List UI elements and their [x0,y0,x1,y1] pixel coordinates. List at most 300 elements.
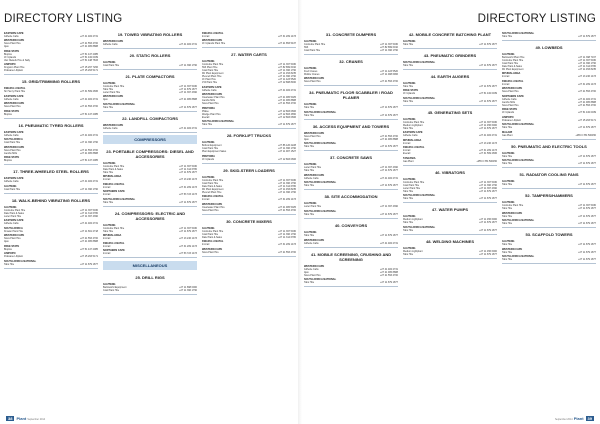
listing-row [103,98,197,101]
phone-number: +27 41 484 2731 [577,97,596,101]
company-name: Tabs Hire [403,99,414,103]
phone-number: +27 11 397 4390 [380,166,398,170]
company-name: JTA Plant Hire [202,81,218,85]
category-heading: 49. LOWBEDS [535,44,563,50]
category-section [403,206,497,235]
company-name: Tabs Hire [502,34,513,38]
listing-row [103,289,197,292]
company-name: Coolcube Plant Hire [502,58,524,62]
company-name: Isithebe Cabs [4,34,19,38]
company-name: Nova Plant Hire [502,90,519,94]
region-label: GAUTENG [403,215,416,219]
region-label: GAUTENG [202,141,215,145]
phone-number: +27 11 314 6780 [80,211,98,215]
phone-number: +27 41 484 2731 [79,133,98,137]
company-name: Coolcube Plant Hire [103,84,125,88]
region-label: NORTHERN CAPE [103,249,125,253]
company-name: Bioplus [4,112,12,116]
region-label: KWAZULU-NATAL [502,79,524,83]
phone-number: +27 51 432 0039 [577,111,596,115]
category-section [403,30,497,48]
phone-number: +27 21 905 8888 [379,270,398,274]
listing-row [202,89,296,92]
category-section [304,89,398,120]
company-name: Ajax [103,98,108,102]
company-name: IW3 [304,45,309,49]
phone-number: +27 11 396 1790 [278,181,296,185]
listing-row [4,222,98,225]
company-name: Isithebe Cabs [4,133,19,137]
phone-number: +27 11 879 1877 [479,42,497,46]
listing-row [304,138,398,141]
company-name: Isithebe Cabs [304,176,319,180]
phone-number: +27 11 879 1877 [479,126,497,130]
company-name: Plexcell Plant Hire [202,190,222,194]
company-name: Tabs Hire [202,123,213,127]
section-divider [502,188,596,189]
category-heading: 40. CONVEYORS [334,223,368,229]
company-name: Tabs Hire [103,200,114,204]
region-label: WESTERN CAPE [304,264,325,268]
phone-number: +27 11 879 1877 [380,281,398,285]
listing-row [502,134,596,137]
footer-left [4,416,45,421]
phone-number: +27 11 396 1790 [179,288,197,292]
company-name: Tabs Hire [304,169,315,173]
listing-row [4,141,98,144]
category-heading: 29. SKID-STEER LOADERS [223,167,275,173]
section-divider [304,119,398,120]
company-name: Ajax [4,45,9,48]
company-name: Tabs Hire [103,105,114,109]
company-name: Sir Henry Plant Hire [4,90,26,94]
region-label: SOUTH AFRICA NATIONAL [304,278,337,282]
company-name: Isithebe Cabs [4,97,19,101]
company-name: Bioplus [4,247,12,251]
phone-number: +27 11 879 1877 [578,34,596,38]
section-divider [4,193,98,194]
region-label: SOUTH AFRICA NATIONAL [4,259,37,263]
company-name: Ironrail [202,34,210,38]
phone-number: +27 86 126 2228 [277,144,296,148]
listing-row [304,73,398,76]
region-label: FREE STATE [4,109,20,113]
company-name: Nova Plant Hire [502,103,519,107]
region-label: GAUTENG [202,60,215,64]
region-label: GAUTENG [403,247,416,251]
section-divider [202,47,296,48]
region-label: WESTERN CAPE [202,202,223,206]
phone-number: +27 11 879 1877 [380,169,398,173]
phone-number: +27 11 397 4390 [479,186,497,190]
listing-row [202,102,296,105]
phone-number: +27 11 396 1790 [278,190,296,194]
phone-number: +27 11 397 5030 [278,178,296,182]
company-name: Dale Plant & Sales [502,64,522,68]
phone-number: +27 11 879 1877 [380,113,398,117]
phone-number: +27 11 397 4390 [179,90,197,94]
company-name: Coolcube Plant Hire [304,42,326,46]
phone-number: +265 0 784 500450 [575,133,596,137]
region-label: GAUTENG [103,161,116,165]
region-label: LIMPOPO [4,63,16,66]
region-label: WESTERN CAPE [502,87,523,91]
company-name: Bobcat Equipment [202,144,222,148]
section-divider [103,111,197,112]
listing-row [502,119,596,122]
company-name: MJ Plant Equipment [502,67,524,71]
category-section [403,238,497,259]
category-heading: 47. WATER PUMPS [431,207,469,213]
phone-number: +27 11 879 1877 [578,126,596,130]
category-heading: 41. MOBILE SCREENING, CRUSHING AND SCREENING [310,251,392,262]
company-name: Tabs Hire [403,126,414,130]
company-name: Coolcube Plant Hire [502,204,524,208]
phone-number: +27 51 447 2085 [79,52,98,56]
company-name: Isithebe Cabs [103,42,118,46]
section-divider [103,48,197,49]
listing-row [304,49,398,52]
listing-row [304,169,398,172]
phone-number: +27 11 397 5030 [80,208,98,212]
category-section [304,193,398,219]
section-divider [304,150,398,151]
category-heading: 18. WALK-BEHIND VIBRATING ROLLERS [11,197,91,203]
listing-row [202,243,296,246]
company-name: Dale Plant & Sales [103,167,123,171]
region-label: TANZANIA [403,156,416,160]
company-name: Nova Plant Hire [202,208,219,212]
category-section [403,51,497,69]
company-name: Tabs Hire [403,189,414,193]
phone-number: +27 41 484 2731 [178,126,197,130]
phone-number: +27 11 314 6780 [578,64,596,68]
phone-number: +27 13 246 1473 [577,75,596,79]
phone-number: +27 11 879 1877 [479,189,497,193]
listing-row [4,69,98,72]
phone-number: +27 11 398 7167 [578,55,596,59]
category-section [4,196,98,268]
section-divider [202,256,296,257]
company-name: Jacobs Mills [4,151,18,155]
region-label: WESTERN CAPE [103,123,124,127]
company-name: Coolcube Plant Hire [202,229,224,233]
company-name: Coal Plant Hire [304,48,321,52]
listing-row [4,152,98,155]
directory-column [103,30,197,408]
region-label: EASTERN CAPE [202,85,222,89]
phone-number: +27 11 396 1790 [479,183,497,187]
company-name: IW3 Plant Hire [202,66,218,70]
phone-number: +27 41 484 2731 [79,34,98,38]
company-name: Medium Lightplant [403,123,423,127]
category-heading: 52. TAMPERS/HAMMERS [525,193,573,199]
category-heading: 17. THREE-WHEELED STEEL ROLLERS [13,169,89,175]
listing-row [304,234,398,237]
listing-row [403,100,497,103]
company-name: Tabs Hire [502,126,513,130]
region-label: GAUTENG [502,180,515,184]
section-divider [4,118,98,119]
listing-row [4,159,98,162]
region-label: SOUTH AFRICA NATIONAL [103,197,136,201]
listing-row [4,248,98,251]
region-label: GAUTENG [403,177,416,181]
region-label: PRETORIA [202,106,215,110]
phone-number: +27 11 397 5030 [179,226,197,230]
phone-number: +27 11 423 5520 [380,69,398,73]
category-section [4,78,98,119]
listing-row [502,83,596,86]
magazine-name-left: Plant [16,416,27,421]
company-name: Coal Plant Hire [103,288,120,292]
category-heading: 46. VIBRATORS [435,169,465,175]
listing-row [304,145,398,148]
listing-row [403,221,497,224]
category-section [4,121,98,165]
region-label: GAUTENG [202,175,215,179]
phone-number: +27 11 879 1877 [479,84,497,88]
region-label: GAUTENG [403,39,416,43]
category-heading: 31. CONCRETE DUMPERS [325,31,377,37]
section-divider [304,85,398,86]
region-label: FREE STATE [4,244,20,248]
listing-row [4,215,98,218]
section-divider [4,74,98,75]
listing-row [304,274,398,277]
phone-number: +27 11 879 1877 [179,229,197,233]
company-name: Coolcube Plant Hire [202,178,224,182]
phone-number: +27 11 453 8235 [578,67,596,71]
company-name: Nova Plant Hire [4,237,21,241]
section-divider [502,263,596,264]
phone-number: +27 11 456 6000 [479,218,497,222]
phone-number: +27 31 209 1473 [577,82,596,86]
phone-number: +27 41 484 2731 [178,42,197,46]
category-section [502,43,596,139]
region-label: FREE STATE [4,156,20,160]
phone-number: +27 11 396 1790 [278,232,296,236]
company-name: Isithebe Cabs [4,180,19,184]
footer-right [555,416,596,421]
phone-number: +27 11 397 5030 [578,58,596,62]
region-label: WESTERN CAPE [304,77,325,81]
region-label: PRETORIA [202,154,215,158]
company-name: Ironrail [502,82,510,86]
phone-number: +27 13 246 1473 [178,178,197,182]
issue-date-left: September 2014 [27,418,46,421]
phone-number: +27 11 879 1877 [179,105,197,109]
category-section [202,32,296,48]
category-section [304,250,398,287]
company-name: Tabs Hire [403,228,414,232]
phone-number: +27 31 209 1473 [277,34,296,38]
listing-row [502,155,596,158]
phone-number: +27 11 879 1877 [80,262,98,266]
listing-row [502,258,596,261]
company-name: Tabs Hire [304,145,315,149]
directory-column [4,30,98,408]
region-label: KWAZULU-NATAL [202,31,224,35]
phone-number: +27 11 879 1877 [578,258,596,262]
category-heading: 15. GRID/TRIMMING ROLLERS [21,79,81,85]
region-label: SOUTH AFRICA NATIONAL [403,225,436,229]
region-label: GAUTENG [304,202,317,206]
section-divider [502,167,596,168]
company-name: Coal Plant Hire [403,183,420,187]
region-label: GAUTENG [103,81,116,85]
company-name: Barloworld Equipment [103,285,127,289]
company-name: Isithebe Cabs [103,126,118,130]
section-divider [403,258,497,259]
region-label: WESTERN CAPE [202,93,223,97]
listing-row [502,90,596,93]
phone-number: +27 11 879 1877 [479,99,497,103]
phone-number: +27 11 879 1877 [578,250,596,254]
phone-number: +27 82 899 6010 [277,66,296,70]
section-divider [103,257,197,258]
page-title-right: DIRECTORY LISTING [477,13,596,25]
region-label: KWAZULU-NATAL [4,87,26,91]
listing-row [4,180,98,183]
magazine-name-right: Plant [573,416,584,421]
category-section [202,51,296,129]
page-title-left: DIRECTORY LISTING [4,13,123,25]
company-name: Tabs Hire [304,106,315,110]
listing-row [4,134,98,137]
directory-column [202,30,296,408]
region-label: SOUTH AFRICA NATIONAL [502,255,535,259]
listing-row [304,213,398,216]
phone-number: +27 21 553 4700 [379,273,398,277]
listing-row [202,150,296,153]
region-label: SOUTH AFRICA NATIONAL [502,31,535,35]
listing-row [4,255,98,258]
company-name: Coal Plant Hire [202,147,219,151]
section-divider [304,189,398,190]
company-name: Tabs Hire [103,229,114,233]
listing-row [4,113,98,116]
region-label: GAUTENG [103,282,116,286]
phone-number: +27 21 553 4700 [577,103,596,107]
region-label: GAUTENG [304,39,317,43]
phone-number: +27 21 905 8888 [277,99,296,103]
phone-number: +27 11 396 1790 [578,61,596,65]
company-name: Tabs Hire [304,281,315,285]
phone-number: +27 11 453 8235 [278,187,296,191]
category-section [202,166,296,214]
company-name: Jacobs Mills [202,99,216,103]
region-label: WESTERN CAPE [4,102,25,106]
phone-number: +27 31 209 1473 [178,244,197,248]
company-name: Coal Plant Hire [502,61,519,65]
listing-row [4,188,98,191]
company-name: Coal Plant Hire [202,181,219,185]
phone-number: +27 15 263 5171 [577,118,596,122]
category-heading: 53. SCAFFOLD TOWERS [525,232,573,238]
phone-number: +27 11 397 5030 [179,164,197,168]
region-label: SOUTH AFRICA NATIONAL [202,120,235,124]
region-label: SOUTH AFRICA NATIONAL [103,102,136,106]
phone-number: +27 11 661 2718 [80,229,98,233]
listing-row [502,183,596,186]
phone-number: +27 11 879 1877 [479,228,497,232]
category-section [403,72,497,105]
listing-row [4,263,98,266]
listing-row [103,230,197,233]
company-name: Tabs Hire [502,258,513,262]
phone-number: +27 41 484 2731 [277,88,296,92]
phone-number: +27 21 905 8888 [379,137,398,141]
company-name: Tabs Hire [502,243,513,247]
phone-number: +27 21 905 5025 [277,205,296,209]
phone-number: +27 11 879 1877 [578,183,596,187]
phone-number: +255 0 784 500450 [476,159,497,163]
category-section [103,30,197,48]
region-label: FREE STATE [4,49,20,53]
company-name: Tabs Hire [502,250,513,254]
section-divider [304,54,398,55]
group-heading: MISCELLANEOUS [103,261,197,270]
listing-row [403,197,497,200]
listing-row [103,245,197,248]
company-name: Ironrail [202,198,210,202]
phone-number: +27 21 905 8888 [79,240,98,244]
phone-number: +27 21 905 8888 [79,151,98,155]
section-divider [4,164,98,165]
section-divider [403,69,497,70]
company-name: Van Niekerk Hire & Sally [4,58,30,62]
region-label: GAUTENG [304,103,317,107]
company-name: Tabs Hire [403,197,414,201]
region-label: NORTHERN CAPE [103,190,125,194]
listing-row [4,90,98,93]
section-divider [502,40,596,41]
phone-number: +27 11 879 1877 [479,63,497,67]
company-name: Ajax [304,137,309,141]
company-name: Tabs Hire [304,113,315,117]
phone-number: +27 15 263 5171 [79,69,98,72]
category-heading: 34. PNEUMATIC FLOOR SCABBLER / ROAD PLANER [309,90,393,101]
region-label: KWAZULU-NATAL [103,241,125,245]
company-name: Tabs Hire [502,222,513,226]
company-name: Medium Lightplant [403,250,423,254]
listing-row [502,126,596,129]
phone-number: +27 21 905 5025 [277,96,296,100]
phone-number: +27 21 553 4700 [379,134,398,138]
company-name: Dale Plant & Sales [4,211,24,215]
phone-number: +27 11 397 5030 [479,120,497,124]
section-divider [403,105,497,106]
listing-row [4,45,98,48]
company-name: Isithebe Cabs [202,88,217,92]
phone-number: +27 21 553 4700 [79,105,98,109]
company-name: Nova Plant Hire [304,134,321,138]
category-heading: 22. LANDFILL COMPACTORS [122,115,178,121]
category-section [304,122,398,151]
section-divider [103,69,197,70]
phone-number: +27 21 553 4700 [79,148,98,152]
section-divider [304,286,398,287]
region-label: GAUTENG [502,151,515,155]
phone-number: +27 11 456 6000 [479,123,497,127]
company-name: JF Uplands [202,157,215,161]
category-section [502,171,596,189]
region-label: EASTERN CAPE [4,94,24,98]
company-name: MJ Plant Equipment [202,72,224,76]
listing-row [202,158,296,161]
region-label: WESTERN CAPE [202,39,223,42]
